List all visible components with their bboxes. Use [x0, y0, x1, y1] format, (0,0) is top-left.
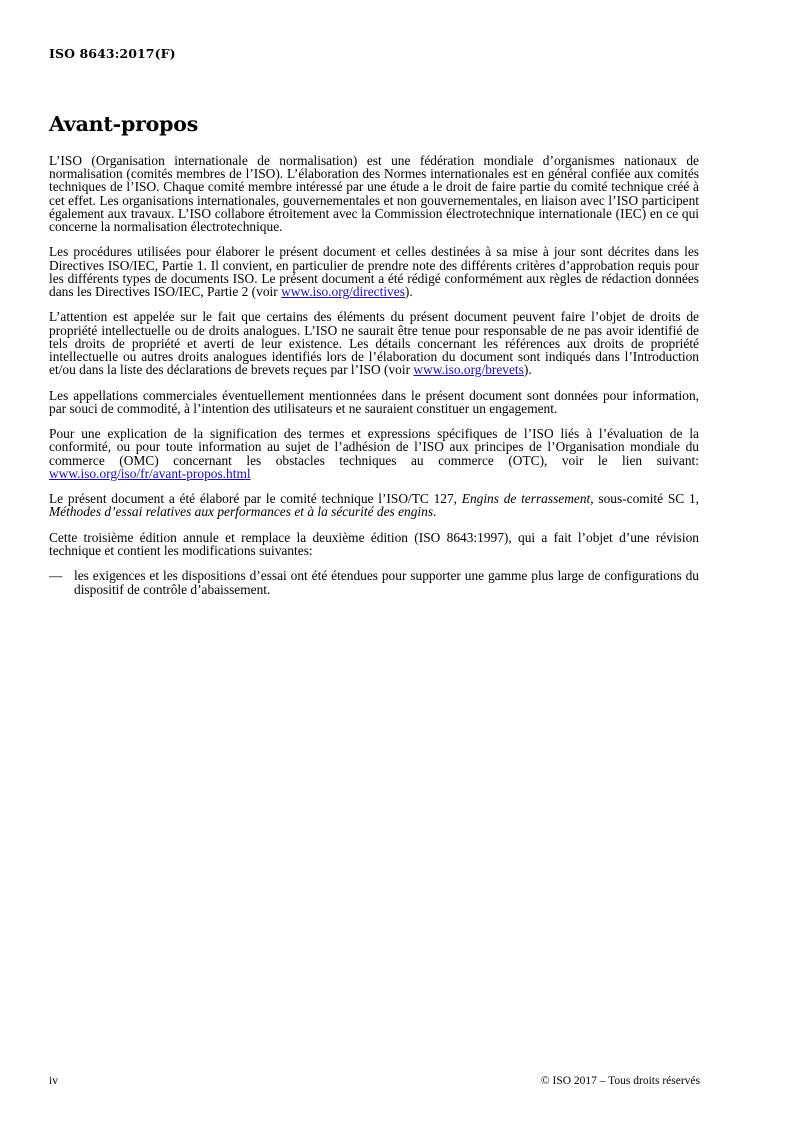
- page-number: iv: [49, 1075, 58, 1087]
- document-id: ISO 8643:2017(F): [49, 46, 176, 61]
- foreword-link[interactable]: www.iso.org/iso/fr/avant-propos.html: [49, 465, 251, 481]
- paragraph-patents: L’attention est appelée sur le fait que certains des éléments du présent document peuvent faire l’objet de droits de propriété intellectuelle ou de droits analogues. L’ISO ne saurait être tenue pour responsable de ne pas avoir identifié de tels droits de propriété et averti de leur existence. Les détails concernant les références aux droits de propriété intellectuelle ou autres droits analogues identifiés lors de l’élaboration du document sont indiqués dans l’Introduction et/ou dans la liste des déclarations de brevets reçues par l’ISO (voir www.iso.org/brevets).: [49, 309, 699, 378]
- page-title: Avant-propos: [49, 112, 199, 136]
- paragraph-edition: Cette troisième édition annule et remplace la deuxième édition (ISO 8643:1997), qui a fait l’objet d’une révision technique et contient les modifications suivantes:: [49, 529, 699, 558]
- paragraph-trade-names: Les appellations commerciales éventuellement mentionnées dans le présent document sont données pour information, par souci de commodité, à l’intention des utilisateurs et ne sauraient constituer un engagement.: [49, 387, 699, 416]
- paragraph-procedures: Les procédures utilisées pour élaborer le présent document et celles destinées à sa mise à jour sont décrites dans les Directives ISO/IEC, Partie 1. Il convient, en particulier de prendre note des différents critères d’approbation requis pour les différents types de documents ISO. Le présent document a été rédigé conformément aux règles de rédaction données dans les Directives ISO/IEC, Partie 2 (voir www.iso.org/directives).: [49, 244, 699, 300]
- paragraph-conformity: Pour une explication de la signification des termes et expressions spécifiques de l’ISO liés à l’évaluation de la conformité, ou pour toute information au sujet de l’adhésion de l’ISO aux principes de l’Organisation mondiale du commerce (OMC) concernant les obstacles techniques au commerce (OTC), voir le lien suivant: www.iso.org/iso/fr/avant-propos.html: [49, 426, 699, 481]
- dash-marker: —: [49, 568, 63, 584]
- copyright-notice: © ISO 2017 – Tous droits réservés: [540, 1075, 700, 1087]
- foreword-body: [49, 154, 699, 596]
- list-item-text: les exigences et les dispositions d’essai ont été étendues pour supporter une gamme plus large de configurations du dispositif de contrôle d’abaissement.: [74, 568, 699, 597]
- list-item: [49, 569, 699, 595]
- directives-link[interactable]: www.iso.org/directives: [281, 284, 405, 300]
- brevets-link[interactable]: www.iso.org/brevets: [413, 362, 524, 378]
- paragraph-iso-intro: L’ISO (Organisation internationale de normalisation) est une fédération mondiale d’organismes nationaux de normalisation (comités membres de l’ISO). L’élaboration des Normes internationales est en général confiée aux comités techniques de l’ISO. Chaque comité membre intéressé par une étude a le droit de faire partie du comité technique créé à cet effet. Les organisations internationales, gouvernementales et non gouvernementales, en liaison avec l’ISO participent également aux travaux. L’ISO collabore étroitement avec la Commission électrotechnique internationale (IEC) en ce qui concerne la normalisation électrotechnique.: [49, 153, 699, 235]
- paragraph-committee: Le présent document a été élaboré par le comité technique l’ISO/TC 127, Engins de terrassement, sous-comité SC 1, Méthodes d’essai relatives aux performances et à la sécurité des engins.: [49, 491, 699, 520]
